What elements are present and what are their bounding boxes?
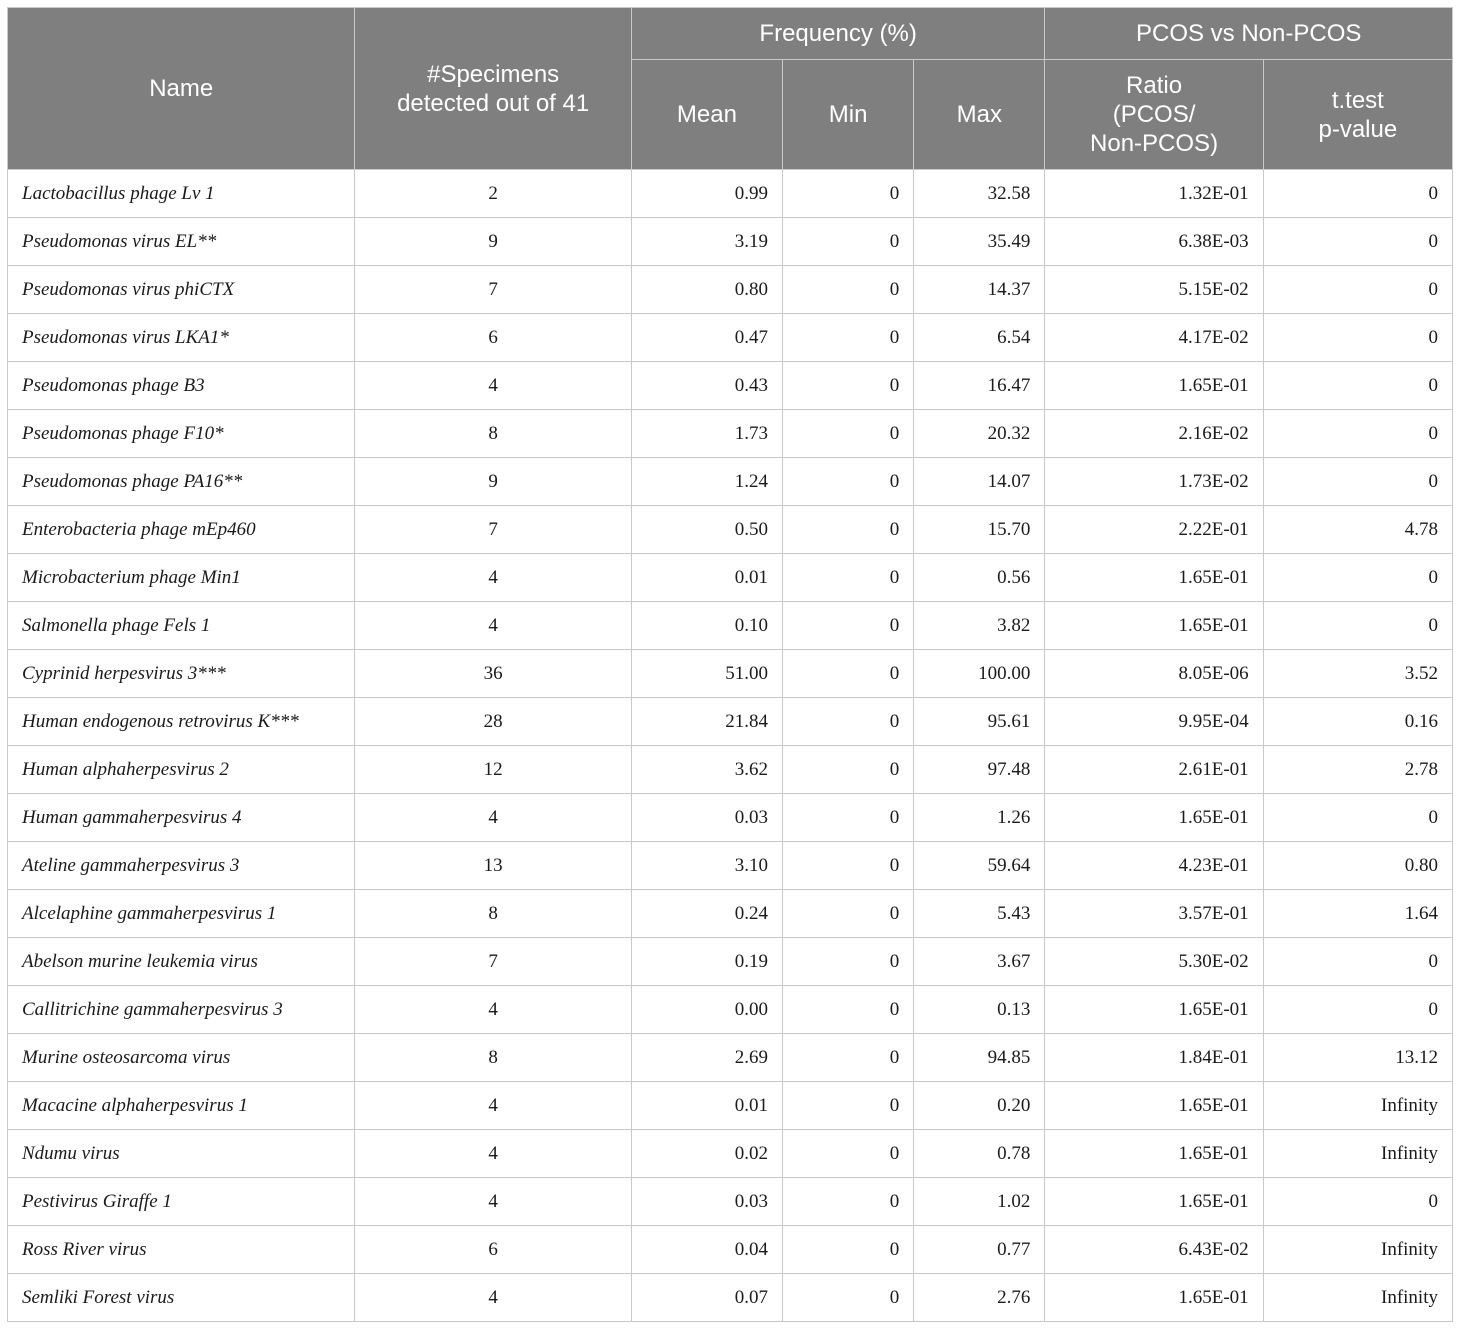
cell-specimens: 9: [355, 458, 631, 506]
cell-max: 1.02: [914, 1178, 1045, 1226]
table-row: [8, 458, 1453, 506]
cell-mean: 0.24: [631, 890, 782, 938]
cell-mean: 0.43: [631, 362, 782, 410]
ttest-label-line2: p-value: [1318, 115, 1398, 143]
cell-max: 94.85: [914, 1034, 1045, 1082]
cell-pvalue: 0.80: [1263, 842, 1452, 890]
cell-specimens: 6: [355, 314, 631, 362]
cell-ratio: 1.65E-01: [1045, 1130, 1263, 1178]
table-row: [8, 266, 1453, 314]
cell-min: 0: [783, 1082, 914, 1130]
cell-mean: 2.69: [631, 1034, 782, 1082]
table-row: [8, 170, 1453, 218]
table-row: [8, 986, 1453, 1034]
cell-pvalue: 4.78: [1263, 506, 1452, 554]
cell-max: 0.78: [914, 1130, 1045, 1178]
cell-specimens: 4: [355, 1130, 631, 1178]
cell-ratio: 5.30E-02: [1045, 938, 1263, 986]
table-row: [8, 1274, 1453, 1322]
cell-ratio: 6.38E-03: [1045, 218, 1263, 266]
cell-min: 0: [783, 698, 914, 746]
table-row: [8, 506, 1453, 554]
cell-min: 0: [783, 890, 914, 938]
cell-min: 0: [783, 1034, 914, 1082]
cell-mean: 0.19: [631, 938, 782, 986]
cell-min: 0: [783, 1274, 914, 1322]
cell-ratio: 1.73E-02: [1045, 458, 1263, 506]
cell-max: 15.70: [914, 506, 1045, 554]
cell-min: 0: [783, 986, 914, 1034]
cell-ratio: 1.32E-01: [1045, 170, 1263, 218]
cell-name: Ateline gammaherpesvirus 3: [8, 842, 355, 890]
table-row: [8, 1178, 1453, 1226]
cell-mean: 3.10: [631, 842, 782, 890]
cell-ratio: 1.65E-01: [1045, 1178, 1263, 1226]
cell-pvalue: 1.64: [1263, 890, 1452, 938]
cell-pvalue: Infinity: [1263, 1274, 1452, 1322]
cell-min: 0: [783, 410, 914, 458]
cell-name: Semliki Forest virus: [8, 1274, 355, 1322]
cell-pvalue: 0: [1263, 362, 1452, 410]
cell-max: 32.58: [914, 170, 1045, 218]
cell-min: 0: [783, 938, 914, 986]
cell-specimens: 8: [355, 1034, 631, 1082]
cell-mean: 0.02: [631, 1130, 782, 1178]
cell-min: 0: [783, 842, 914, 890]
cell-ratio: 1.84E-01: [1045, 1034, 1263, 1082]
cell-ratio: 1.65E-01: [1045, 794, 1263, 842]
cell-specimens: 7: [355, 506, 631, 554]
cell-name: Murine osteosarcoma virus: [8, 1034, 355, 1082]
table-row: [8, 1130, 1453, 1178]
cell-specimens: 7: [355, 266, 631, 314]
cell-pvalue: 0: [1263, 554, 1452, 602]
cell-pvalue: 2.78: [1263, 746, 1452, 794]
cell-specimens: 12: [355, 746, 631, 794]
cell-max: 16.47: [914, 362, 1045, 410]
cell-name: Alcelaphine gammaherpesvirus 1: [8, 890, 355, 938]
cell-pvalue: 0.16: [1263, 698, 1452, 746]
cell-mean: 0.50: [631, 506, 782, 554]
cell-name: Lactobacillus phage Lv 1: [8, 170, 355, 218]
cell-max: 20.32: [914, 410, 1045, 458]
cell-specimens: 8: [355, 410, 631, 458]
cell-ratio: 2.16E-02: [1045, 410, 1263, 458]
cell-min: 0: [783, 554, 914, 602]
cell-max: 95.61: [914, 698, 1045, 746]
cell-name: Abelson murine leukemia virus: [8, 938, 355, 986]
cell-specimens: 36: [355, 650, 631, 698]
table-row: [8, 746, 1453, 794]
ratio-label-line3: Non-PCOS): [1090, 130, 1219, 157]
ratio-label-line2: (PCOS/: [1112, 101, 1196, 128]
cell-min: 0: [783, 650, 914, 698]
cell-mean: 3.62: [631, 746, 782, 794]
cell-min: 0: [783, 1226, 914, 1274]
cell-max: 0.20: [914, 1082, 1045, 1130]
cell-name: Pseudomonas virus phiCTX: [8, 266, 355, 314]
cell-pvalue: 0: [1263, 458, 1452, 506]
column-header-max: Max: [914, 60, 1045, 170]
cell-min: 0: [783, 266, 914, 314]
cell-mean: 21.84: [631, 698, 782, 746]
column-header-ttest: [1263, 60, 1452, 170]
table-row: [8, 314, 1453, 362]
column-group-comparison: PCOS vs Non-PCOS: [1045, 8, 1453, 60]
table-row: [8, 1082, 1453, 1130]
cell-max: 14.07: [914, 458, 1045, 506]
cell-mean: 0.04: [631, 1226, 782, 1274]
cell-pvalue: 0: [1263, 314, 1452, 362]
cell-name: Pseudomonas phage F10*: [8, 410, 355, 458]
cell-ratio: 2.22E-01: [1045, 506, 1263, 554]
cell-name: Cyprinid herpesvirus 3***: [8, 650, 355, 698]
cell-name: Pseudomonas phage B3: [8, 362, 355, 410]
cell-name: Pseudomonas virus LKA1*: [8, 314, 355, 362]
cell-ratio: 8.05E-06: [1045, 650, 1263, 698]
cell-specimens: 4: [355, 794, 631, 842]
table-row: [8, 890, 1453, 938]
table-row: [8, 602, 1453, 650]
cell-pvalue: 0: [1263, 794, 1452, 842]
cell-pvalue: 0: [1263, 1178, 1452, 1226]
table-row: [8, 794, 1453, 842]
cell-mean: 0.10: [631, 602, 782, 650]
cell-specimens: 28: [355, 698, 631, 746]
cell-mean: 0.99: [631, 170, 782, 218]
cell-mean: 0.03: [631, 794, 782, 842]
cell-ratio: 1.65E-01: [1045, 602, 1263, 650]
cell-pvalue: 0: [1263, 410, 1452, 458]
cell-ratio: 1.65E-01: [1045, 986, 1263, 1034]
table-row: [8, 698, 1453, 746]
cell-specimens: 4: [355, 1274, 631, 1322]
cell-pvalue: 13.12: [1263, 1034, 1452, 1082]
cell-specimens: 4: [355, 1178, 631, 1226]
cell-name: Callitrichine gammaherpesvirus 3: [8, 986, 355, 1034]
cell-ratio: 9.95E-04: [1045, 698, 1263, 746]
table-row: [8, 1226, 1453, 1274]
cell-specimens: 4: [355, 986, 631, 1034]
cell-max: 100.00: [914, 650, 1045, 698]
cell-specimens: 4: [355, 554, 631, 602]
cell-max: 3.67: [914, 938, 1045, 986]
cell-min: 0: [783, 458, 914, 506]
cell-name: Macacine alphaherpesvirus 1: [8, 1082, 355, 1130]
cell-pvalue: 0: [1263, 938, 1452, 986]
cell-min: 0: [783, 506, 914, 554]
cell-pvalue: 0: [1263, 218, 1452, 266]
table-row: [8, 650, 1453, 698]
cell-mean: 51.00: [631, 650, 782, 698]
table-row: [8, 410, 1453, 458]
cell-specimens: 6: [355, 1226, 631, 1274]
table-row: [8, 842, 1453, 890]
column-header-min: Min: [783, 60, 914, 170]
cell-ratio: 1.65E-01: [1045, 554, 1263, 602]
cell-ratio: 1.65E-01: [1045, 1082, 1263, 1130]
cell-mean: 1.24: [631, 458, 782, 506]
cell-max: 0.77: [914, 1226, 1045, 1274]
cell-specimens: 8: [355, 890, 631, 938]
cell-name: Human alphaherpesvirus 2: [8, 746, 355, 794]
cell-min: 0: [783, 218, 914, 266]
cell-specimens: 4: [355, 602, 631, 650]
virus-frequency-table: [7, 7, 1453, 1322]
cell-ratio: 1.65E-01: [1045, 1274, 1263, 1322]
cell-name: Pseudomonas virus EL**: [8, 218, 355, 266]
cell-min: 0: [783, 602, 914, 650]
cell-specimens: 2: [355, 170, 631, 218]
column-header-name: Name: [8, 8, 355, 170]
table-header: [8, 8, 1453, 170]
cell-pvalue: 3.52: [1263, 650, 1452, 698]
cell-ratio: 4.17E-02: [1045, 314, 1263, 362]
table-row: [8, 362, 1453, 410]
cell-max: 14.37: [914, 266, 1045, 314]
column-header-specimens-label: #Specimens detected out of 41: [397, 60, 590, 117]
table-row: [8, 554, 1453, 602]
cell-min: 0: [783, 746, 914, 794]
cell-max: 35.49: [914, 218, 1045, 266]
cell-ratio: 2.61E-01: [1045, 746, 1263, 794]
cell-min: 0: [783, 794, 914, 842]
cell-name: Pseudomonas phage PA16**: [8, 458, 355, 506]
cell-pvalue: Infinity: [1263, 1226, 1452, 1274]
cell-mean: 3.19: [631, 218, 782, 266]
cell-ratio: 3.57E-01: [1045, 890, 1263, 938]
cell-max: 1.26: [914, 794, 1045, 842]
cell-pvalue: 0: [1263, 266, 1452, 314]
cell-name: Ndumu virus: [8, 1130, 355, 1178]
cell-name: Microbacterium phage Min1: [8, 554, 355, 602]
cell-max: 6.54: [914, 314, 1045, 362]
cell-mean: 0.01: [631, 1082, 782, 1130]
cell-name: Human endogenous retrovirus K***: [8, 698, 355, 746]
cell-max: 3.82: [914, 602, 1045, 650]
cell-ratio: 1.65E-01: [1045, 362, 1263, 410]
cell-specimens: 9: [355, 218, 631, 266]
cell-mean: 0.80: [631, 266, 782, 314]
cell-name: Salmonella phage Fels 1: [8, 602, 355, 650]
cell-mean: 0.01: [631, 554, 782, 602]
column-header-mean: Mean: [631, 60, 782, 170]
cell-min: 0: [783, 1178, 914, 1226]
cell-ratio: 5.15E-02: [1045, 266, 1263, 314]
cell-min: 0: [783, 1130, 914, 1178]
cell-min: 0: [783, 314, 914, 362]
cell-specimens: 4: [355, 1082, 631, 1130]
table-row: [8, 1034, 1453, 1082]
header-row-groups: [8, 8, 1453, 60]
cell-mean: 1.73: [631, 410, 782, 458]
cell-name: Human gammaherpesvirus 4: [8, 794, 355, 842]
column-group-frequency: Frequency (%): [631, 8, 1045, 60]
cell-max: 97.48: [914, 746, 1045, 794]
cell-ratio: 6.43E-02: [1045, 1226, 1263, 1274]
cell-pvalue: 0: [1263, 602, 1452, 650]
cell-name: Enterobacteria phage mEp460: [8, 506, 355, 554]
cell-specimens: 4: [355, 362, 631, 410]
ttest-label-line1: t.test: [1331, 86, 1384, 114]
cell-mean: 0.07: [631, 1274, 782, 1322]
cell-max: 59.64: [914, 842, 1045, 890]
cell-max: 5.43: [914, 890, 1045, 938]
cell-specimens: 13: [355, 842, 631, 890]
cell-min: 0: [783, 362, 914, 410]
data-table-container: [7, 7, 1453, 1322]
cell-specimens: 7: [355, 938, 631, 986]
cell-pvalue: Infinity: [1263, 1082, 1452, 1130]
cell-name: Ross River virus: [8, 1226, 355, 1274]
table-body: [8, 170, 1453, 1322]
table-row: [8, 218, 1453, 266]
cell-ratio: 4.23E-01: [1045, 842, 1263, 890]
cell-pvalue: 0: [1263, 170, 1452, 218]
cell-mean: 0.00: [631, 986, 782, 1034]
cell-pvalue: 0: [1263, 986, 1452, 1034]
table-row: [8, 938, 1453, 986]
cell-max: 2.76: [914, 1274, 1045, 1322]
cell-max: 0.56: [914, 554, 1045, 602]
cell-mean: 0.03: [631, 1178, 782, 1226]
cell-mean: 0.47: [631, 314, 782, 362]
column-header-ratio: [1045, 60, 1263, 170]
cell-min: 0: [783, 170, 914, 218]
cell-name: Pestivirus Giraffe 1: [8, 1178, 355, 1226]
column-header-specimens: [355, 8, 631, 170]
ratio-label-line1: Ratio: [1126, 72, 1183, 99]
cell-max: 0.13: [914, 986, 1045, 1034]
cell-pvalue: Infinity: [1263, 1130, 1452, 1178]
